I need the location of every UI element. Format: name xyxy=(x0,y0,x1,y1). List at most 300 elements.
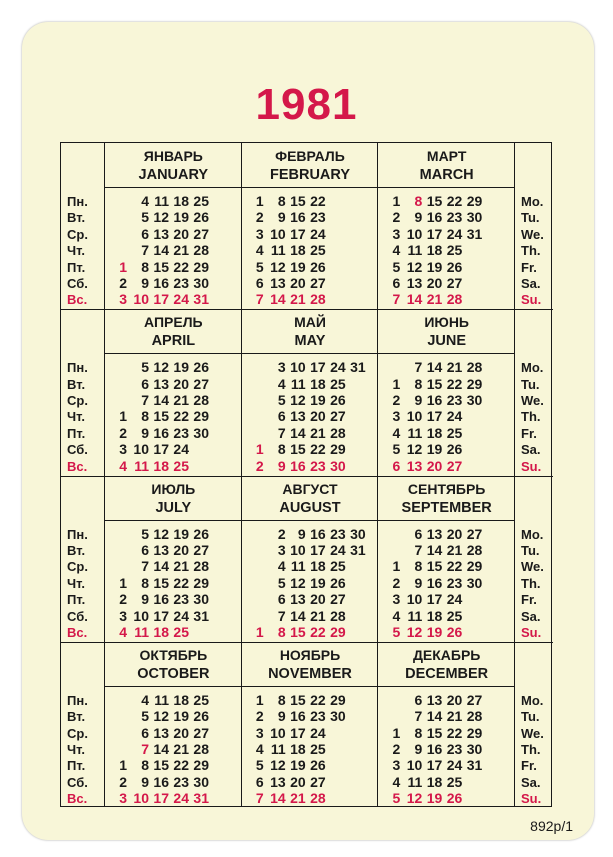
date-august-3: 3 xyxy=(277,541,286,558)
date-march-25: 25 xyxy=(446,242,463,259)
date-october-13: 13 xyxy=(153,724,169,741)
month-name-ru: ФЕВРАЛЬ xyxy=(275,148,345,164)
month-name-en: JULY xyxy=(155,499,192,516)
date-january-3: 3 xyxy=(119,291,127,308)
date-march-14: 14 xyxy=(406,291,423,308)
date-september-21: 21 xyxy=(446,541,463,558)
date-september-11: 11 xyxy=(407,607,423,624)
date-january-18: 18 xyxy=(173,193,189,209)
date-july-4: 4 xyxy=(119,623,127,640)
date-march-2: 2 xyxy=(392,209,401,226)
month-name-ru: НОЯБРЬ xyxy=(279,646,341,663)
block-divider xyxy=(61,476,553,477)
date-may-21: 21 xyxy=(310,424,326,441)
date-april-15: 15 xyxy=(153,408,169,425)
date-november-23: 23 xyxy=(310,708,326,725)
date-october-9: 9 xyxy=(141,773,149,790)
date-may-26: 26 xyxy=(330,392,346,409)
date-january-28: 28 xyxy=(193,242,209,259)
date-february-2: 2 xyxy=(255,209,264,226)
date-march-18: 18 xyxy=(426,242,443,259)
date-april-26: 26 xyxy=(193,359,209,376)
date-november-21: 21 xyxy=(290,790,306,807)
date-july-18: 18 xyxy=(153,623,169,640)
date-march-3: 3 xyxy=(392,225,401,242)
month-header xyxy=(378,148,515,184)
date-july-1: 1 xyxy=(119,574,127,591)
date-december-14: 14 xyxy=(426,708,443,725)
date-september-9: 9 xyxy=(414,574,423,591)
date-september-19: 19 xyxy=(426,623,443,640)
weekday-label-en: Sa. xyxy=(521,608,541,624)
date-june-18: 18 xyxy=(426,424,443,441)
date-november-10: 10 xyxy=(270,724,286,741)
date-march-30: 30 xyxy=(466,209,483,226)
date-december-28: 28 xyxy=(466,708,483,725)
date-march-6: 6 xyxy=(392,275,401,291)
date-december-13: 13 xyxy=(426,691,443,708)
weekday-label-ru: Ср. xyxy=(67,725,88,741)
date-june-17: 17 xyxy=(426,408,443,425)
date-november-5: 5 xyxy=(255,757,264,774)
weekday-label-ru: Вт. xyxy=(67,542,86,558)
month-name-en: FEBRUARY xyxy=(269,167,350,183)
date-december-25: 25 xyxy=(446,773,463,790)
date-july-26: 26 xyxy=(193,525,209,542)
date-november-4: 4 xyxy=(255,740,264,757)
date-june-16: 16 xyxy=(426,392,443,409)
date-august-28: 28 xyxy=(330,607,346,624)
date-may-31: 31 xyxy=(350,359,366,376)
date-december-26: 26 xyxy=(446,790,463,807)
date-february-26: 26 xyxy=(310,258,326,275)
weekday-label-ru: Вс. xyxy=(67,292,88,308)
date-november-6: 6 xyxy=(255,773,264,790)
date-july-27: 27 xyxy=(193,541,209,558)
date-december-21: 21 xyxy=(446,708,463,725)
date-march-1: 1 xyxy=(392,193,401,209)
date-april-3: 3 xyxy=(119,441,127,458)
date-august-10: 10 xyxy=(290,541,306,558)
date-june-13: 13 xyxy=(406,457,423,474)
weekday-label-en: Th. xyxy=(521,243,541,259)
weekday-label-en: Tu. xyxy=(521,542,540,558)
date-july-16: 16 xyxy=(153,591,169,608)
date-september-15: 15 xyxy=(426,558,443,575)
weekday-label-en: We. xyxy=(521,393,544,409)
date-october-20: 20 xyxy=(173,724,189,741)
date-june-30: 30 xyxy=(466,392,483,409)
header-divider xyxy=(105,353,515,354)
date-may-17: 17 xyxy=(310,359,326,376)
date-july-6: 6 xyxy=(141,541,149,558)
weekday-label-ru: Пт. xyxy=(67,592,86,608)
month-name-ru: ОКТЯБРЬ xyxy=(139,646,208,663)
date-june-2: 2 xyxy=(392,392,401,409)
date-september-29: 29 xyxy=(466,558,483,575)
date-february-23: 23 xyxy=(310,209,326,226)
month-header xyxy=(242,647,379,683)
date-august-23: 23 xyxy=(330,525,346,542)
date-february-5: 5 xyxy=(255,258,264,275)
date-february-22: 22 xyxy=(310,193,326,209)
date-november-24: 24 xyxy=(310,724,326,741)
date-may-23: 23 xyxy=(310,457,326,474)
date-february-19: 19 xyxy=(290,258,306,275)
date-january-27: 27 xyxy=(193,225,209,242)
date-may-15: 15 xyxy=(290,441,306,458)
date-may-22: 22 xyxy=(310,441,326,458)
date-november-11: 11 xyxy=(270,740,286,757)
date-may-9: 9 xyxy=(277,457,286,474)
date-october-11: 11 xyxy=(154,691,169,708)
date-january-30: 30 xyxy=(193,275,209,291)
date-june-10: 10 xyxy=(406,408,423,425)
date-january-1: 1 xyxy=(119,258,127,275)
date-january-22: 22 xyxy=(173,258,189,275)
weekday-label-en: Mo. xyxy=(521,194,544,209)
date-august-15: 15 xyxy=(290,623,306,640)
block-divider xyxy=(61,309,553,310)
date-march-10: 10 xyxy=(406,225,423,242)
weekday-label-ru: Сб. xyxy=(67,276,88,291)
date-february-14: 14 xyxy=(270,291,286,308)
date-august-12: 12 xyxy=(290,574,306,591)
date-january-25: 25 xyxy=(193,193,209,209)
date-july-2: 2 xyxy=(119,591,127,608)
date-may-18: 18 xyxy=(310,375,326,392)
weekday-label-en: Th. xyxy=(521,741,541,757)
date-march-5: 5 xyxy=(392,258,401,275)
date-december-9: 9 xyxy=(414,740,423,757)
date-october-17: 17 xyxy=(153,790,169,807)
date-august-21: 21 xyxy=(310,607,326,624)
date-september-26: 26 xyxy=(446,623,463,640)
date-july-31: 31 xyxy=(193,607,209,624)
date-march-23: 23 xyxy=(446,209,463,226)
month-header xyxy=(378,481,515,517)
grid-vline xyxy=(514,143,515,806)
date-may-28: 28 xyxy=(330,424,346,441)
date-november-27: 27 xyxy=(310,773,326,790)
date-september-8: 8 xyxy=(414,558,423,575)
date-may-19: 19 xyxy=(310,392,326,409)
weekday-label-en: Th. xyxy=(521,575,541,591)
date-september-4: 4 xyxy=(392,607,401,624)
date-september-3: 3 xyxy=(392,591,401,608)
weekday-label-ru: Вс. xyxy=(67,791,88,807)
month-header xyxy=(242,481,379,517)
date-march-7: 7 xyxy=(392,291,401,308)
date-march-17: 17 xyxy=(426,225,443,242)
date-october-28: 28 xyxy=(193,740,209,757)
date-june-12: 12 xyxy=(406,441,423,458)
date-july-24: 24 xyxy=(173,607,189,624)
month-name-en: DECEMBER xyxy=(405,665,489,682)
date-march-26: 26 xyxy=(446,258,463,275)
date-november-17: 17 xyxy=(290,724,306,741)
date-december-27: 27 xyxy=(466,691,483,708)
date-may-30: 30 xyxy=(330,457,346,474)
date-february-7: 7 xyxy=(255,291,264,308)
date-july-10: 10 xyxy=(133,607,149,624)
date-september-7: 7 xyxy=(414,541,423,558)
date-april-8: 8 xyxy=(141,408,149,425)
month-name-en: SEPTEMBER xyxy=(401,499,492,516)
date-july-17: 17 xyxy=(153,607,169,624)
year-title: 1981 xyxy=(255,80,358,129)
date-february-15: 15 xyxy=(290,193,306,209)
weekday-label-en: Fr. xyxy=(521,758,537,774)
date-april-24: 24 xyxy=(173,441,189,458)
date-november-22: 22 xyxy=(310,691,326,708)
date-february-16: 16 xyxy=(290,209,306,226)
date-march-27: 27 xyxy=(446,275,463,291)
date-january-21: 21 xyxy=(173,242,189,259)
date-march-20: 20 xyxy=(426,275,443,291)
date-march-31: 31 xyxy=(466,225,483,242)
date-april-18: 18 xyxy=(153,457,169,474)
date-october-25: 25 xyxy=(193,691,209,708)
date-october-4: 4 xyxy=(141,691,149,708)
date-january-24: 24 xyxy=(173,291,189,308)
date-may-14: 14 xyxy=(290,424,306,441)
date-august-8: 8 xyxy=(277,623,286,640)
date-january-16: 16 xyxy=(153,275,169,291)
date-august-19: 19 xyxy=(310,574,326,591)
date-april-22: 22 xyxy=(173,408,189,425)
date-december-7: 7 xyxy=(414,708,423,725)
date-february-18: 18 xyxy=(290,242,306,259)
date-february-21: 21 xyxy=(290,291,306,308)
date-july-28: 28 xyxy=(193,558,209,575)
date-may-11: 11 xyxy=(290,375,306,392)
date-december-15: 15 xyxy=(426,724,443,741)
date-february-28: 28 xyxy=(310,291,326,308)
month-header xyxy=(242,314,379,350)
date-september-23: 23 xyxy=(446,574,463,591)
date-march-21: 21 xyxy=(426,291,443,308)
month-name-ru: МАЙ xyxy=(294,314,326,331)
date-march-19: 19 xyxy=(426,258,443,275)
date-december-11: 11 xyxy=(407,773,423,790)
date-may-25: 25 xyxy=(330,375,346,392)
date-october-31: 31 xyxy=(193,790,209,807)
date-july-23: 23 xyxy=(173,591,189,608)
date-july-22: 22 xyxy=(173,574,189,591)
date-october-19: 19 xyxy=(173,708,189,725)
date-october-2: 2 xyxy=(119,773,127,790)
month-name-ru: АВГУСТ xyxy=(282,480,338,497)
date-december-23: 23 xyxy=(446,740,463,757)
date-april-9: 9 xyxy=(141,424,149,441)
date-january-26: 26 xyxy=(193,209,209,226)
date-august-6: 6 xyxy=(277,591,286,608)
date-april-25: 25 xyxy=(173,457,189,474)
month-name-en: JANUARY xyxy=(138,167,209,183)
date-april-29: 29 xyxy=(193,408,209,425)
date-march-24: 24 xyxy=(446,225,463,242)
date-september-16: 16 xyxy=(426,574,443,591)
date-august-7: 7 xyxy=(277,607,286,624)
grid-vline xyxy=(104,143,105,806)
date-january-8: 8 xyxy=(141,258,149,275)
date-december-31: 31 xyxy=(466,757,483,774)
date-november-14: 14 xyxy=(270,790,286,807)
header-divider xyxy=(105,520,515,521)
date-january-17: 17 xyxy=(153,291,169,308)
weekday-label-en: Su. xyxy=(521,292,542,308)
date-september-18: 18 xyxy=(426,607,443,624)
date-november-29: 29 xyxy=(330,691,346,708)
date-june-19: 19 xyxy=(426,441,443,458)
weekday-label-ru: Вт. xyxy=(67,376,86,392)
date-july-25: 25 xyxy=(173,623,189,640)
date-may-16: 16 xyxy=(290,457,306,474)
weekday-label-ru: Вс. xyxy=(67,624,88,640)
date-december-29: 29 xyxy=(466,724,483,741)
month-header xyxy=(378,314,515,350)
date-june-24: 24 xyxy=(446,408,463,425)
date-september-24: 24 xyxy=(446,591,463,608)
date-august-4: 4 xyxy=(277,558,286,575)
date-december-8: 8 xyxy=(414,724,423,741)
date-june-7: 7 xyxy=(414,359,423,376)
weekday-label-en: Tu. xyxy=(521,709,540,725)
weekday-label-en: Su. xyxy=(521,791,542,807)
date-december-20: 20 xyxy=(446,691,463,708)
date-january-5: 5 xyxy=(141,209,149,226)
date-september-27: 27 xyxy=(466,525,483,542)
date-january-19: 19 xyxy=(173,209,189,226)
date-january-6: 6 xyxy=(141,225,149,242)
weekday-label-en: Sa. xyxy=(521,442,541,458)
date-june-3: 3 xyxy=(392,408,401,425)
date-november-16: 16 xyxy=(290,708,306,725)
date-may-13: 13 xyxy=(290,408,306,425)
date-november-7: 7 xyxy=(255,790,264,807)
month-name-ru: ЯНВАРЬ xyxy=(143,148,203,164)
date-july-29: 29 xyxy=(193,574,209,591)
date-april-20: 20 xyxy=(173,375,189,392)
date-august-18: 18 xyxy=(310,558,326,575)
date-may-24: 24 xyxy=(330,359,346,376)
date-april-30: 30 xyxy=(193,424,209,441)
date-december-6: 6 xyxy=(414,691,423,708)
weekday-label-en: Mo. xyxy=(521,360,544,376)
weekday-label-en: Mo. xyxy=(521,526,544,542)
date-april-16: 16 xyxy=(153,424,169,441)
date-january-23: 23 xyxy=(173,275,189,291)
date-september-28: 28 xyxy=(466,541,483,558)
date-december-17: 17 xyxy=(426,757,443,774)
date-august-5: 5 xyxy=(277,574,286,591)
date-october-18: 18 xyxy=(173,691,189,708)
date-july-11: 11 xyxy=(134,623,149,640)
date-december-10: 10 xyxy=(406,757,423,774)
grid-vline xyxy=(241,143,242,806)
date-october-6: 6 xyxy=(141,724,149,741)
date-april-4: 4 xyxy=(119,457,127,474)
date-june-21: 21 xyxy=(446,359,463,376)
date-august-20: 20 xyxy=(310,591,326,608)
month-name-ru: АПРЕЛЬ xyxy=(144,314,203,331)
date-june-1: 1 xyxy=(392,375,401,392)
date-january-4: 4 xyxy=(141,193,149,209)
weekday-label-ru: Вс. xyxy=(67,458,88,474)
weekday-label-ru: Пт. xyxy=(67,425,86,441)
date-october-16: 16 xyxy=(153,773,169,790)
date-august-25: 25 xyxy=(330,558,346,575)
date-january-7: 7 xyxy=(141,242,149,259)
weekday-label-ru: Пт. xyxy=(67,259,86,275)
date-october-15: 15 xyxy=(153,757,169,774)
date-october-29: 29 xyxy=(193,757,209,774)
date-october-21: 21 xyxy=(173,740,189,757)
weekday-label-ru: Сб. xyxy=(67,608,88,624)
date-october-10: 10 xyxy=(133,790,149,807)
weekday-label-ru: Пт. xyxy=(67,758,86,774)
date-june-9: 9 xyxy=(414,392,423,409)
date-june-23: 23 xyxy=(446,392,463,409)
weekday-label-en: Fr. xyxy=(521,259,537,275)
date-september-10: 10 xyxy=(406,591,423,608)
date-march-12: 12 xyxy=(406,258,423,275)
date-may-6: 6 xyxy=(277,408,286,425)
date-october-14: 14 xyxy=(153,740,169,757)
date-february-3: 3 xyxy=(255,225,264,242)
date-december-3: 3 xyxy=(392,757,401,774)
print-code: 892р/1 xyxy=(530,818,573,834)
month-header xyxy=(105,314,242,350)
grid-vline xyxy=(377,143,378,806)
date-october-26: 26 xyxy=(193,708,209,725)
date-july-8: 8 xyxy=(141,574,149,591)
date-april-17: 17 xyxy=(153,441,169,458)
weekday-label-en: We. xyxy=(521,559,544,575)
date-april-1: 1 xyxy=(119,408,127,425)
date-august-9: 9 xyxy=(297,525,306,542)
weekday-label-en: We. xyxy=(521,725,544,741)
weekday-label-en: Tu. xyxy=(521,376,540,392)
date-september-14: 14 xyxy=(426,541,443,558)
date-april-13: 13 xyxy=(153,375,169,392)
month-name-ru: ДЕКАБРЬ xyxy=(412,646,481,663)
date-november-30: 30 xyxy=(330,708,346,725)
date-december-12: 12 xyxy=(406,790,423,807)
date-july-30: 30 xyxy=(193,591,209,608)
date-august-13: 13 xyxy=(290,591,306,608)
month-header xyxy=(105,647,242,683)
weekday-label-ru: Ср. xyxy=(67,559,88,575)
date-june-5: 5 xyxy=(392,441,401,458)
date-june-14: 14 xyxy=(426,359,443,376)
date-july-7: 7 xyxy=(141,558,149,575)
date-november-28: 28 xyxy=(310,790,326,807)
weekday-label-en: Sa. xyxy=(521,774,541,790)
date-august-24: 24 xyxy=(330,541,346,558)
date-november-25: 25 xyxy=(310,740,326,757)
date-february-27: 27 xyxy=(310,275,326,291)
header-divider xyxy=(105,686,515,687)
date-february-12: 12 xyxy=(270,258,286,275)
weekday-label-en: Fr. xyxy=(521,425,537,441)
date-october-3: 3 xyxy=(119,790,127,807)
date-may-20: 20 xyxy=(310,408,326,425)
weekday-label-ru: Чт. xyxy=(67,575,85,591)
date-october-23: 23 xyxy=(173,773,189,790)
date-july-12: 12 xyxy=(153,525,169,542)
